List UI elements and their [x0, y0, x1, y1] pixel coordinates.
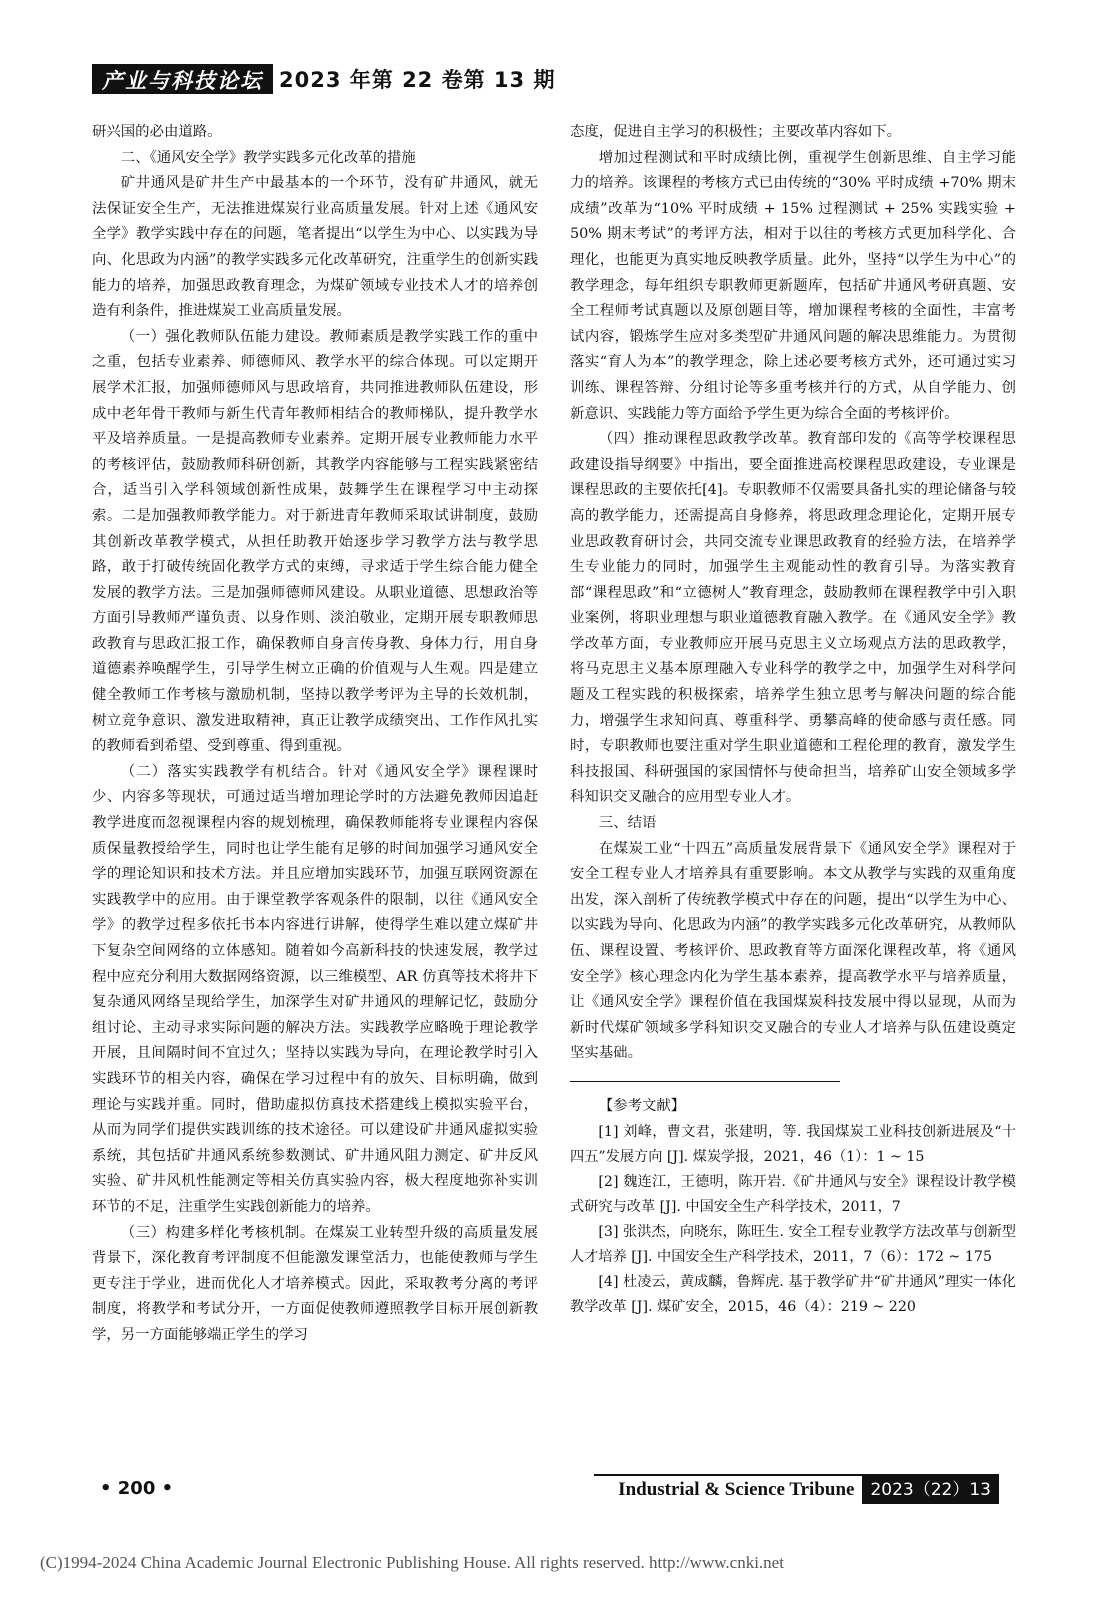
references-divider: [570, 1081, 840, 1082]
page-number: • 200 •: [100, 1478, 174, 1499]
page-header: [92, 64, 555, 94]
reference-item: [2] 魏连江，王德明，陈开岩.《矿井通风与安全》课程设计教学模式研究与改革 [J]. 中国安全生产科学技术，2011，7: [570, 1173, 1016, 1215]
paragraph: 矿井通风是矿井生产中最基本的一个环节，没有矿井通风，就无法保证安全生产，无法推进煤炭行业高质量发展。针对上述《通风安全学》教学实践中存在的问题，笔者提出“以学生为中心、以实践为导向、化思政为内涵”的教学实践多元化改革研究，注重学生的创新实践能力的培养，加强思政教育理念，为煤矿领域专业技术人才的培养创造有利条件，推进煤炭工业高质量发展。: [92, 175, 538, 320]
section-heading: 二、《通风安全学》教学实践多元化改革的措施: [120, 149, 416, 166]
reference-item: [3] 张洪杰，向晓东，陈旺生. 安全工程专业教学方法改革与创新型人才培养 [J]. 中国安全生产科学技术，2011，7（6）：172 ~ 175: [570, 1223, 1016, 1265]
copyright-notice: (C)1994-2024 China Academic Journal Electronic Publishing House. All rights reserved. http://www.cnki.net: [40, 1553, 784, 1572]
paragraph: （三）构建多样化考核机制。在煤炭工业转型升级的高质量发展背景下，深化教育考评制度不但能激发课堂活力，也能使教师与学生更专注于学业，进而优化人才培养模式。因此，采取教考分离的考评制度，将教学和考试分开，一方面促使教师遵照教学目标开展创新教学，另一方面能够端正学生的学习: [92, 1224, 538, 1343]
paragraph: 增加过程测试和平时成绩比例，重视学生创新思维、自主学习能力的培养。该课程的考核方式已由传统的“30% 平时成绩 +70% 期末成绩”改革为“10% 平时成绩 + 15% 过程测试 + 25% 实践实验 + 50% 期末考试”的考评方法，相对于以往的考核方式更加科学化、合理化，也能更为真实地反映教学质量。此外，坚持“以学生为中心”的教学理念，每年组织专职教师更新题库，包括矿井通风考研真题、安全工程师考试真题以及原创题目等，增加课程考核的全面性，丰富考试内容，锻炼学生应对多类型矿井通风问题的解决思维能力。为贯彻落实“育人为本”的教学理念，除上述必要考核方式外，还可通过实习训练、课程答辩、分组讨论等多重考核并行的方式，从自学能力、创新意识、实践能力等方面给予学生更为综合全面的考核评价。: [570, 149, 1016, 422]
left-column: [92, 120, 538, 1349]
paragraph: 研兴国的必由道路。: [92, 124, 222, 140]
journal-name-en: Industrial & Science Tribune: [618, 1479, 855, 1500]
references-list: [570, 1120, 1016, 1320]
paragraph: （二）落实实践教学有机结合。针对《通风安全学》课程课时少、内容多等现状，可通过适当增加理论学时的方法避免教师因追赶教学进度而忽视课程内容的规划梳理，确保教师能将专业课程内容保质保量教授给学生，同时也让学生能有足够的时间加强学习通风安全学的理论知识和技术方法。并且应增加实践环节，加强互联网资源在实践教学中的应用。由于课堂教学客观条件的限制，以往《通风安全学》的教学过程多依托书本内容进行讲解，使得学生难以建立煤矿井下复杂空间网络的立体感知。随着如今高新科技的快速发展，教学过程中应充分利用大数据网络资源，以三维模型、AR 仿真等技术将井下复杂通风网络呈现给学生，加深学生对矿井通风的理解记忆，鼓励分组讨论、主动寻求实际问题的解决方法。实践教学应略晚于理论教学开展，且间隔时间不宜过久；坚持以实践为导向，在理论教学时引入实践环节的相关内容，确保在学习过程中有的放矢、目标明确，做到理论与实践并重。同时，借助虚拟仿真技术搭建线上模拟实验平台，从而为同学们提供实践训练的技术途径。可以建设矿井通风虚拟实验系统，其包括矿井通风系统参数测试、矿井通风阻力测定、矿井反风实验、矿井风机性能测定等相关仿真实验内容，极大程度地弥补实训环节的不足，注重学生实践创新能力的培养。: [92, 763, 538, 1215]
journal-title: 产业与科技论坛: [92, 64, 273, 94]
footer-journal: [594, 1474, 999, 1504]
right-column: [570, 120, 1016, 1320]
paragraph: （四）推动课程思政教学改革。教育部印发的《高等学校课程思政建设指导纲要》中指出，要全面推进高校课程思政建设，专业课是课程思政的主要依托[4]。专职教师不仅需要具备扎实的理论储备与较高的教学能力，还需提高自身修养，将思政理念理论化，定期开展专业思政教育研讨会，共同交流专业课思政教育的经验方法，在培养学生专业能力的同时，加强学生主观能动性的教育引导。为落实教育部“课程思政”和“立德树人”教育理念，鼓励教师在课程教学中引入职业案例，将职业理想与职业道德教育融入教学。在《通风安全学》教学改革方面，专业教师应开展马克思主义立场观点方法的思政教学，将马克思主义基本原理融入专业科学的教学之中，加强学生对科学问题及工程实践的积极探索，培养学生独立思考与解决问题的综合能力，增强学生求知问真、尊重科学、勇攀高峰的使命感与责任感。同时，专职教师也要注重对学生职业道德和工程伦理的教育，激发学生科技报国、科研强国的家国情怀与使命担当，培养矿山安全领域多学科知识交叉融合的应用型专业人才。: [570, 431, 1016, 806]
references-title: 【参考文献】: [598, 1097, 686, 1114]
reference-item: [4] 杜凌云，黄成麟，鲁辉虎. 基于教学矿井“矿井通风”理实一体化教学改革 [J]. 煤矿安全，2015，46（4）：219 ~ 220: [570, 1273, 1016, 1315]
reference-item: [1] 刘峰，曹文君，张建明，等. 我国煤炭工业科技创新进展及“十四五”发展方向 [J]. 煤炭学报，2021，46（1）：1 ~ 15: [570, 1123, 1016, 1165]
issue-info: 2023 年第 22 卷第 13 期: [279, 68, 556, 92]
paragraph: 态度，促进自主学习的积极性；主要改革内容如下。: [570, 124, 901, 140]
issue-code: 2023（22）13: [862, 1476, 999, 1504]
section-heading: 三、结语: [598, 815, 657, 832]
paragraph: 在煤炭工业“十四五”高质量发展背景下《通风安全学》课程对于安全工程专业人才培养具有重要影响。本文从教学与实践的双重角度出发，深入剖析了传统教学模式中存在的问题，提出“以学生为中心、以实践为导向、化思政为内涵”的教学实践多元化改革研究，从教师队伍、课程设置、考核评价、思政教育等方面深化课程改革，将《通风安全学》核心理念内化为学生基本素养，提高教学水平与培养质量，让《通风安全学》课程价值在我国煤炭科技发展中得以显现，从而为新时代煤矿领域多学科知识交叉融合的专业人才培养与队伍建设奠定坚实基础。: [570, 840, 1016, 1062]
paragraph: （一）强化教师队伍能力建设。教师素质是教学实践工作的重中之重，包括专业素养、师德师风、教学水平的综合体现。可以定期开展学术汇报，加强师德师风与思政培育，共同推进教师队伍建设，形成中老年骨干教师与新生代青年教师相结合的教师梯队，提升教学水平及培养质量。一是提高教师专业素养。定期开展专业教师能力水平的考核评估，鼓励教师科研创新，其教学内容能够与工程实践紧密结合，适当引入学科领域创新性成果，鼓舞学生在课程学习中主动探索。二是加强教师教学能力。对于新进青年教师采取试讲制度，鼓励其创新改革教学模式，从担任助教开始逐步学习教学方法与教学思路，敢于打破传统固化教学方式的束缚，寻求适于学生综合能力健全发展的教学方法。三是加强师德师风建设。从职业道德、思想政治等方面引导教师严谨负责、以身作则、淡泊敬业，定期开展专职教师思政教育与思政汇报工作，确保教师自身言传身教、身体力行，用自身道德素养唤醒学生，引导学生树立正确的价值观与人生观。四是建立健全教师工作考核与激励机制，坚持以教学考评为主导的长效机制，树立竞争意识、激发进取精神，真正让教学成绩突出、工作作风扎实的教师看到希望、受到尊重、得到重视。: [92, 328, 538, 755]
